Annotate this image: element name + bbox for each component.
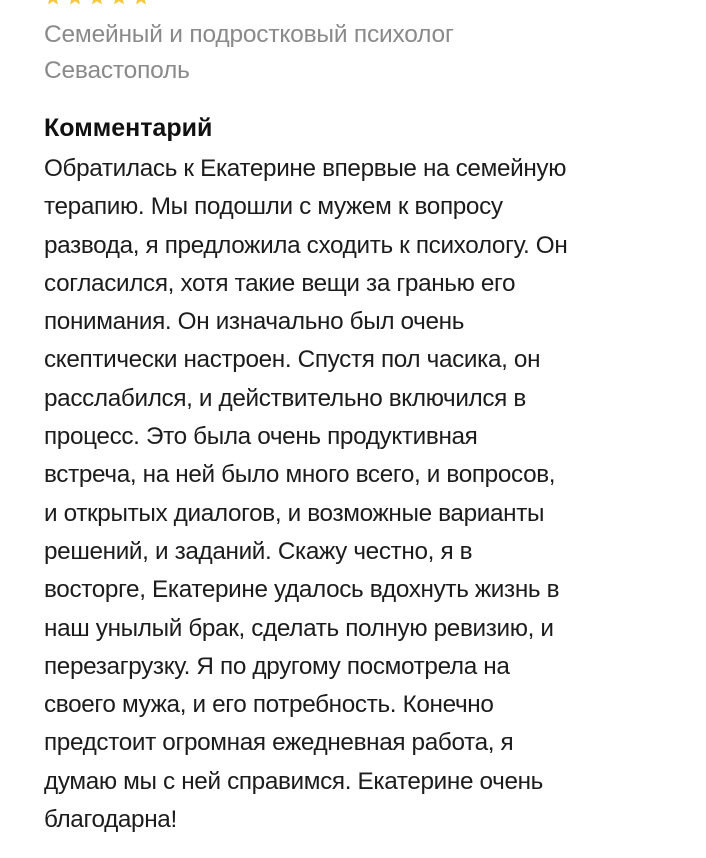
comment-line: решений, и заданий. Скажу честно, я в — [44, 537, 473, 565]
cropped-text-fragment — [164, 0, 174, 5]
star-icon — [66, 0, 84, 6]
comment-line: встреча, на ней было много всего, и вопросов, — [44, 461, 556, 489]
comment-heading: Комментарий — [44, 114, 213, 142]
comment-line: процесс. Это была очень продуктивная — [44, 423, 478, 451]
comment-line: терапию. Мы подошли с мужем к вопросу — [44, 193, 503, 221]
comment-line: благодарна! — [44, 806, 177, 834]
star-icon — [110, 0, 128, 6]
comment-line: расслабился, и действительно включился в — [44, 384, 526, 412]
comment-line: перезагрузку. Я по другому посмотрела на — [44, 652, 510, 680]
comment-body — [44, 150, 684, 839]
star-icon — [44, 0, 62, 6]
comment-line: своего мужа, и его потребность. Конечно — [44, 691, 494, 719]
star-icon — [88, 0, 106, 6]
comment-line: понимания. Он изначально был очень — [44, 308, 465, 336]
comment-line: предстоит огромная ежедневная работа, я — [44, 729, 514, 757]
comment-line: согласился, хотя такие вещи за гранью его — [44, 269, 516, 297]
rating-stars — [44, 0, 174, 6]
comment-line: восторге, Екатерине удалось вдохнуть жизнь в — [44, 576, 560, 604]
specialty-text: Семейный и подростковый психолог — [44, 21, 454, 48]
comment-line: Обратилась к Екатерине впервые на семейную — [44, 155, 567, 182]
city-text: Севастополь — [44, 57, 190, 84]
comment-line: наш унылый брак, сделать полную ревизию, и — [44, 614, 554, 642]
comment-line: и открытых диалогов, и возможные варианты — [44, 499, 545, 527]
comment-line: развода, я предложила сходить к психологу. Он — [44, 231, 568, 259]
comment-line: скептически настроен. Спустя пол часика, он — [44, 346, 541, 374]
star-icon — [132, 0, 150, 6]
comment-line: думаю мы с ней справимся. Екатерине очень — [44, 767, 543, 795]
reviewer-meta — [44, 17, 454, 89]
